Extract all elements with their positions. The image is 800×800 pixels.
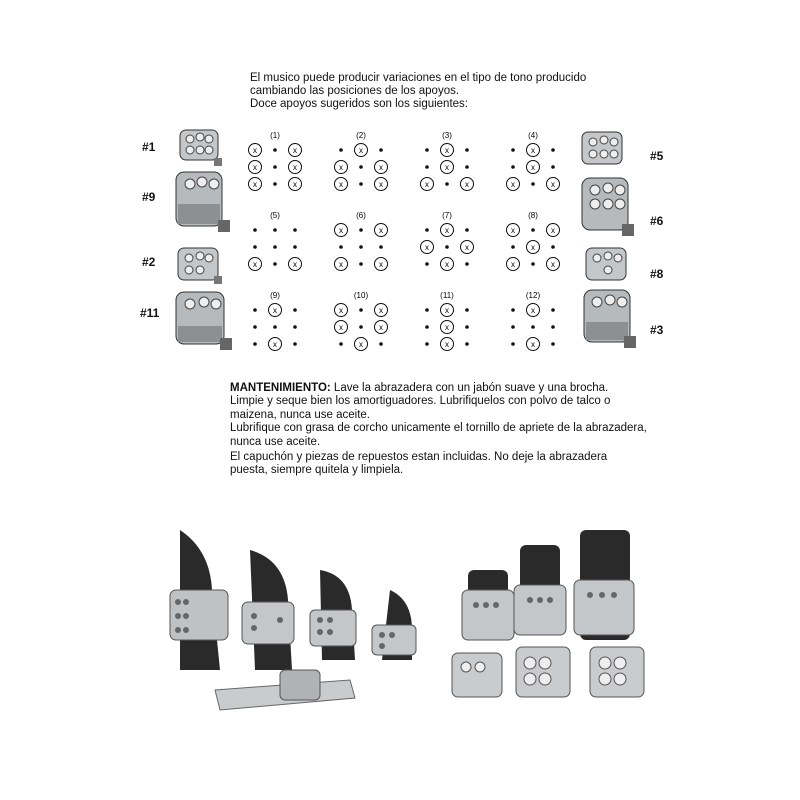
pressure-point-x: x — [379, 163, 383, 172]
pressure-point-x: x — [445, 323, 449, 332]
pressure-point-dot — [379, 148, 383, 152]
pressure-point-x: x — [253, 180, 257, 189]
pressure-point-dot — [359, 228, 363, 232]
pressure-point-x: x — [339, 226, 343, 235]
pressure-point-dot — [293, 228, 297, 232]
pressure-point-x: x — [425, 180, 429, 189]
position-diagram — [425, 291, 469, 351]
ligatures-photo-right — [450, 525, 670, 725]
pressure-point-dot — [531, 182, 535, 186]
pressure-point-dot — [531, 325, 535, 329]
clamp-illustration-2 — [174, 244, 224, 286]
pressure-point-dot — [425, 262, 429, 266]
pressure-point-x: x — [531, 243, 535, 252]
maintenance-line-7: puesta, siempre quitela y limpiela. — [230, 464, 404, 477]
pressure-point-dot — [359, 165, 363, 169]
position-diagram — [507, 211, 560, 271]
pressure-point-dot — [551, 148, 555, 152]
position-label: (2) — [356, 131, 366, 140]
pressure-point-dot — [511, 325, 515, 329]
position-diagram — [511, 291, 555, 351]
pressure-point-x: x — [511, 260, 515, 269]
position-label: (4) — [528, 131, 538, 140]
pressure-point-x: x — [511, 226, 515, 235]
pressure-point-x: x — [445, 146, 449, 155]
pressure-point-x: x — [379, 180, 383, 189]
position-label: (7) — [442, 211, 452, 220]
clamp-illustration-9 — [172, 168, 232, 236]
position-diagram — [507, 131, 560, 191]
pressure-point-dot — [273, 228, 277, 232]
position-label: (10) — [353, 291, 369, 300]
pressure-point-dot — [511, 245, 515, 249]
side-label-9: #9 — [142, 190, 156, 204]
position-label: (9) — [270, 291, 280, 300]
pressure-point-x: x — [379, 306, 383, 315]
pressure-point-dot — [531, 228, 535, 232]
pressure-point-x: x — [359, 340, 363, 349]
pressure-point-dot — [531, 262, 535, 266]
position-diagram — [249, 131, 302, 191]
position-diagram — [421, 131, 474, 191]
pressure-point-dot — [293, 308, 297, 312]
pressure-point-dot — [511, 148, 515, 152]
pressure-point-x: x — [551, 260, 555, 269]
pressure-point-dot — [511, 308, 515, 312]
maintenance-line-4: Lubrifique con grasa de corcho unicamente el tornillo de apriete de la abrazadera, — [230, 422, 647, 435]
pressure-point-dot — [551, 325, 555, 329]
position-diagram — [421, 211, 474, 271]
position-diagram — [249, 211, 302, 271]
pressure-point-x: x — [445, 260, 449, 269]
pressure-point-dot — [465, 262, 469, 266]
pressure-point-dot — [379, 342, 383, 346]
pressure-point-dot — [339, 148, 343, 152]
pressure-point-x: x — [465, 243, 469, 252]
pressure-point-dot — [551, 245, 555, 249]
pressure-point-dot — [359, 182, 363, 186]
pressure-point-dot — [273, 165, 277, 169]
pressure-point-x: x — [551, 180, 555, 189]
pressure-point-x: x — [339, 323, 343, 332]
pressure-point-dot — [293, 325, 297, 329]
intro-line-3: Doce apoyos sugeridos son los siguientes: — [250, 98, 468, 110]
ligature-positions-grid — [230, 128, 590, 358]
position-diagram — [335, 291, 388, 351]
pressure-point-dot — [425, 308, 429, 312]
pressure-point-dot — [253, 308, 257, 312]
pressure-point-x: x — [339, 163, 343, 172]
pressure-point-dot — [465, 342, 469, 346]
pressure-point-dot — [359, 308, 363, 312]
mouthpieces-photo-left — [150, 520, 440, 730]
pressure-point-dot — [379, 245, 383, 249]
pressure-point-x: x — [339, 260, 343, 269]
pressure-point-dot — [339, 245, 343, 249]
pressure-point-dot — [253, 325, 257, 329]
pressure-point-x: x — [379, 226, 383, 235]
position-label: (1) — [270, 131, 280, 140]
side-label-2: #2 — [142, 255, 156, 269]
pressure-point-dot — [465, 325, 469, 329]
pressure-point-x: x — [445, 226, 449, 235]
maintenance-line-1: Lave la abrazadera con un jabón suave y una brocha. — [330, 382, 609, 394]
pressure-point-dot — [465, 308, 469, 312]
pressure-point-x: x — [531, 306, 535, 315]
pressure-point-x: x — [253, 146, 257, 155]
intro-text — [250, 72, 610, 111]
side-label-11: #11 — [140, 306, 160, 320]
position-diagram — [253, 291, 297, 351]
side-label-1: #1 — [142, 140, 156, 154]
position-diagram — [335, 211, 388, 271]
pressure-point-x: x — [273, 306, 277, 315]
pressure-point-x: x — [425, 243, 429, 252]
pressure-point-dot — [273, 182, 277, 186]
pressure-point-dot — [425, 325, 429, 329]
pressure-point-x: x — [339, 180, 343, 189]
pressure-point-dot — [551, 342, 555, 346]
position-label: (11) — [440, 291, 454, 300]
position-label: (6) — [356, 211, 366, 220]
pressure-point-x: x — [511, 180, 515, 189]
position-label: (8) — [528, 211, 538, 220]
maintenance-line-2: Limpie y seque bien los amortiguadores. Lubrifiquelos con polvo de talco o — [230, 395, 611, 408]
pressure-point-x: x — [379, 323, 383, 332]
pressure-point-dot — [253, 342, 257, 346]
pressure-point-x: x — [445, 163, 449, 172]
position-label: (3) — [442, 131, 452, 140]
pressure-point-x: x — [253, 260, 257, 269]
pressure-point-dot — [425, 342, 429, 346]
clamp-illustration-1 — [176, 126, 224, 168]
pressure-point-dot — [293, 245, 297, 249]
clamp-illustration-11 — [170, 288, 234, 356]
pressure-point-dot — [511, 165, 515, 169]
pressure-point-dot — [273, 325, 277, 329]
pressure-point-dot — [425, 228, 429, 232]
pressure-point-dot — [551, 308, 555, 312]
pressure-point-dot — [465, 228, 469, 232]
pressure-point-dot — [551, 165, 555, 169]
pressure-point-x: x — [465, 180, 469, 189]
pressure-point-dot — [359, 325, 363, 329]
pressure-point-dot — [359, 262, 363, 266]
position-label: (5) — [270, 211, 280, 220]
pressure-point-x: x — [293, 180, 297, 189]
pressure-point-dot — [339, 342, 343, 346]
pressure-point-x: x — [293, 260, 297, 269]
pressure-point-dot — [253, 245, 257, 249]
pressure-point-dot — [445, 182, 449, 186]
maintenance-line-3: maizena, nunca use aceite. — [230, 408, 371, 421]
pressure-point-dot — [273, 148, 277, 152]
pressure-point-dot — [273, 245, 277, 249]
position-label: (12) — [525, 291, 541, 300]
pressure-point-x: x — [293, 163, 297, 172]
pressure-point-x: x — [531, 146, 535, 155]
pressure-point-dot — [293, 342, 297, 346]
maintenance-heading: MANTENIMIENTO: — [230, 382, 331, 394]
pressure-point-x: x — [253, 163, 257, 172]
pressure-point-dot — [273, 262, 277, 266]
pressure-point-dot — [425, 165, 429, 169]
side-label-6: #6 — [650, 214, 664, 228]
pressure-point-dot — [445, 245, 449, 249]
pressure-point-dot — [511, 342, 515, 346]
side-label-3: #3 — [650, 323, 664, 337]
side-label-5: #5 — [650, 149, 664, 163]
pressure-point-x: x — [339, 306, 343, 315]
pressure-point-x: x — [359, 146, 363, 155]
pressure-point-dot — [359, 245, 363, 249]
pressure-point-dot — [465, 148, 469, 152]
pressure-point-x: x — [273, 340, 277, 349]
position-diagram — [335, 131, 388, 191]
pressure-point-x: x — [531, 163, 535, 172]
pressure-point-x: x — [379, 260, 383, 269]
pressure-point-x: x — [445, 340, 449, 349]
pressure-point-dot — [465, 165, 469, 169]
pressure-point-x: x — [531, 340, 535, 349]
pressure-point-dot — [253, 228, 257, 232]
pressure-point-dot — [425, 148, 429, 152]
intro-line-2: cambiando las posiciones de los apoyos. — [250, 85, 460, 97]
maintenance-line-5: nunca use aceite. — [230, 435, 321, 448]
pressure-point-x: x — [293, 146, 297, 155]
pressure-point-x: x — [551, 226, 555, 235]
maintenance-line-6: El capuchón y piezas de repuestos estan incluidas. No deje la abrazadera — [230, 451, 608, 464]
intro-line-1: El musico puede producir variaciones en el tipo de tono producido — [250, 72, 587, 84]
pressure-point-x: x — [445, 306, 449, 315]
maintenance-section — [230, 382, 650, 478]
side-label-8: #8 — [650, 267, 664, 281]
